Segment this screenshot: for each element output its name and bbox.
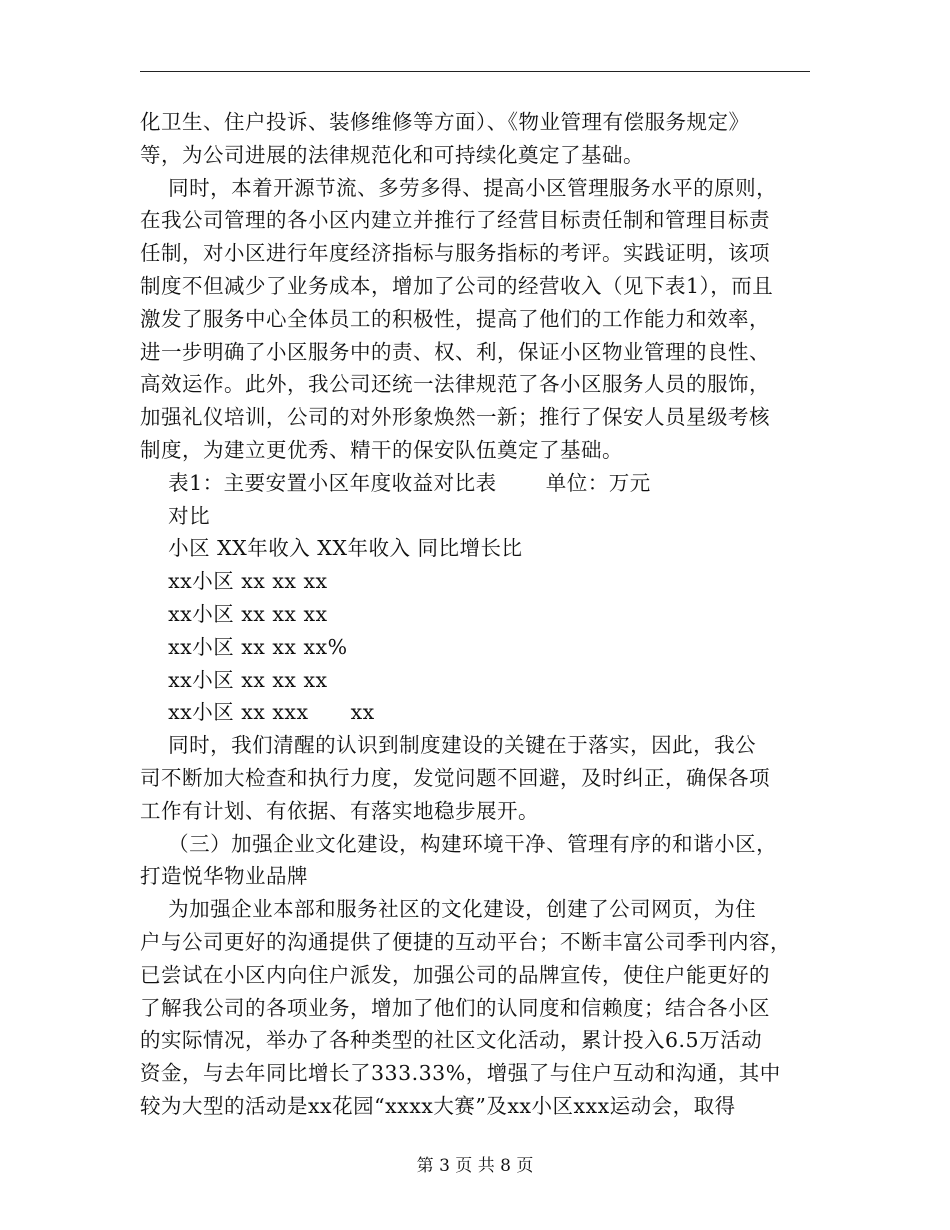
- text-line: 司不断加大检查和执行力度，发觉问题不回避，及时纠正，确保各项: [140, 765, 770, 790]
- text-line: 等，为公司进展的法律规范化和可持续化奠定了基础。: [140, 142, 644, 167]
- table-caption: 表1：主要安置小区年度收益对比表 单位：万元: [140, 470, 651, 495]
- text-line: 进一步明确了小区服务中的责、权、利，保证小区物业管理的良性、: [140, 339, 770, 364]
- section-heading: 打造悦华物业品牌: [140, 864, 308, 889]
- text-line: 化卫生、住户投诉、装修维修等方面）、《物业管理有偿服务规定》: [140, 110, 750, 134]
- text-line: 同时，我们清醒的认识到制度建设的关键在于落实，因此，我公: [140, 733, 757, 758]
- table-row: xx小区 xx xx xx: [140, 569, 328, 594]
- text-line: 制度不但减少了业务成本，增加了公司的经营收入（见下表1），而且: [140, 273, 774, 298]
- table-row: xx小区 xx xx xx%: [140, 634, 348, 659]
- text-line: 了解我公司的各项业务，增加了他们的认同度和信赖度；结合各小区: [140, 995, 770, 1020]
- table-header: 小区 XX年收入 XX年收入 同比增长比: [140, 536, 523, 561]
- text-line: 资金，与去年同比增长了333.33%，增强了与住户互动和沟通，其中: [140, 1061, 781, 1086]
- document-body: [140, 106, 810, 1123]
- table-line: 对比: [140, 503, 211, 528]
- text-line: 为加强企业本部和服务社区的文化建设，创建了公司网页，为住: [140, 897, 757, 922]
- text-line: 工作有计划、有依据、有落实地稳步展开。: [140, 798, 539, 823]
- text-line: 的实际情况，举办了各种类型的社区文化活动，累计投入6.5万活动: [140, 1028, 763, 1053]
- table-row: xx小区 xx xx xx: [140, 667, 328, 692]
- text-line: 同时，本着开源节流、多劳多得、提高小区管理服务水平的原则，: [140, 175, 778, 200]
- table-row: xx小区 xx xx xx: [140, 601, 328, 626]
- section-heading: （三）加强企业文化建设，构建环境干净、管理有序的和谐小区，: [140, 831, 778, 856]
- text-line: 加强礼仪培训，公司的对外形象焕然一新；推行了保安人员星级考核: [140, 405, 770, 430]
- text-line: 较为大型的活动是xx花园“xxxx大赛”及xx小区xxx运动会，取得: [140, 1093, 736, 1118]
- text-line: 制度，为建立更优秀、精干的保安队伍奠定了基础。: [140, 437, 623, 462]
- page-footer: 第 3 页 共 8 页: [416, 1156, 534, 1176]
- text-line: 已尝试在小区内向住户派发，加强公司的品牌宣传，使住户能更好的: [140, 962, 770, 987]
- text-line: 户与公司更好的沟通提供了便捷的互动平台；不断丰富公司季刊内容，: [140, 929, 791, 954]
- text-line: 任制，对小区进行年度经济指标与服务指标的考评。实践证明，该项: [140, 241, 770, 266]
- text-line: 在我公司管理的各小区内建立并推行了经营目标责任制和管理目标责: [140, 208, 770, 233]
- text-line: 高效运作。此外，我公司还统一法律规范了各小区服务人员的服饰，: [140, 372, 770, 397]
- table-row: xx小区 xx xxx xx: [140, 700, 375, 725]
- text-line: 激发了服务中心全体员工的积极性，提高了他们的工作能力和效率，: [140, 306, 770, 331]
- header-rule: [140, 71, 810, 72]
